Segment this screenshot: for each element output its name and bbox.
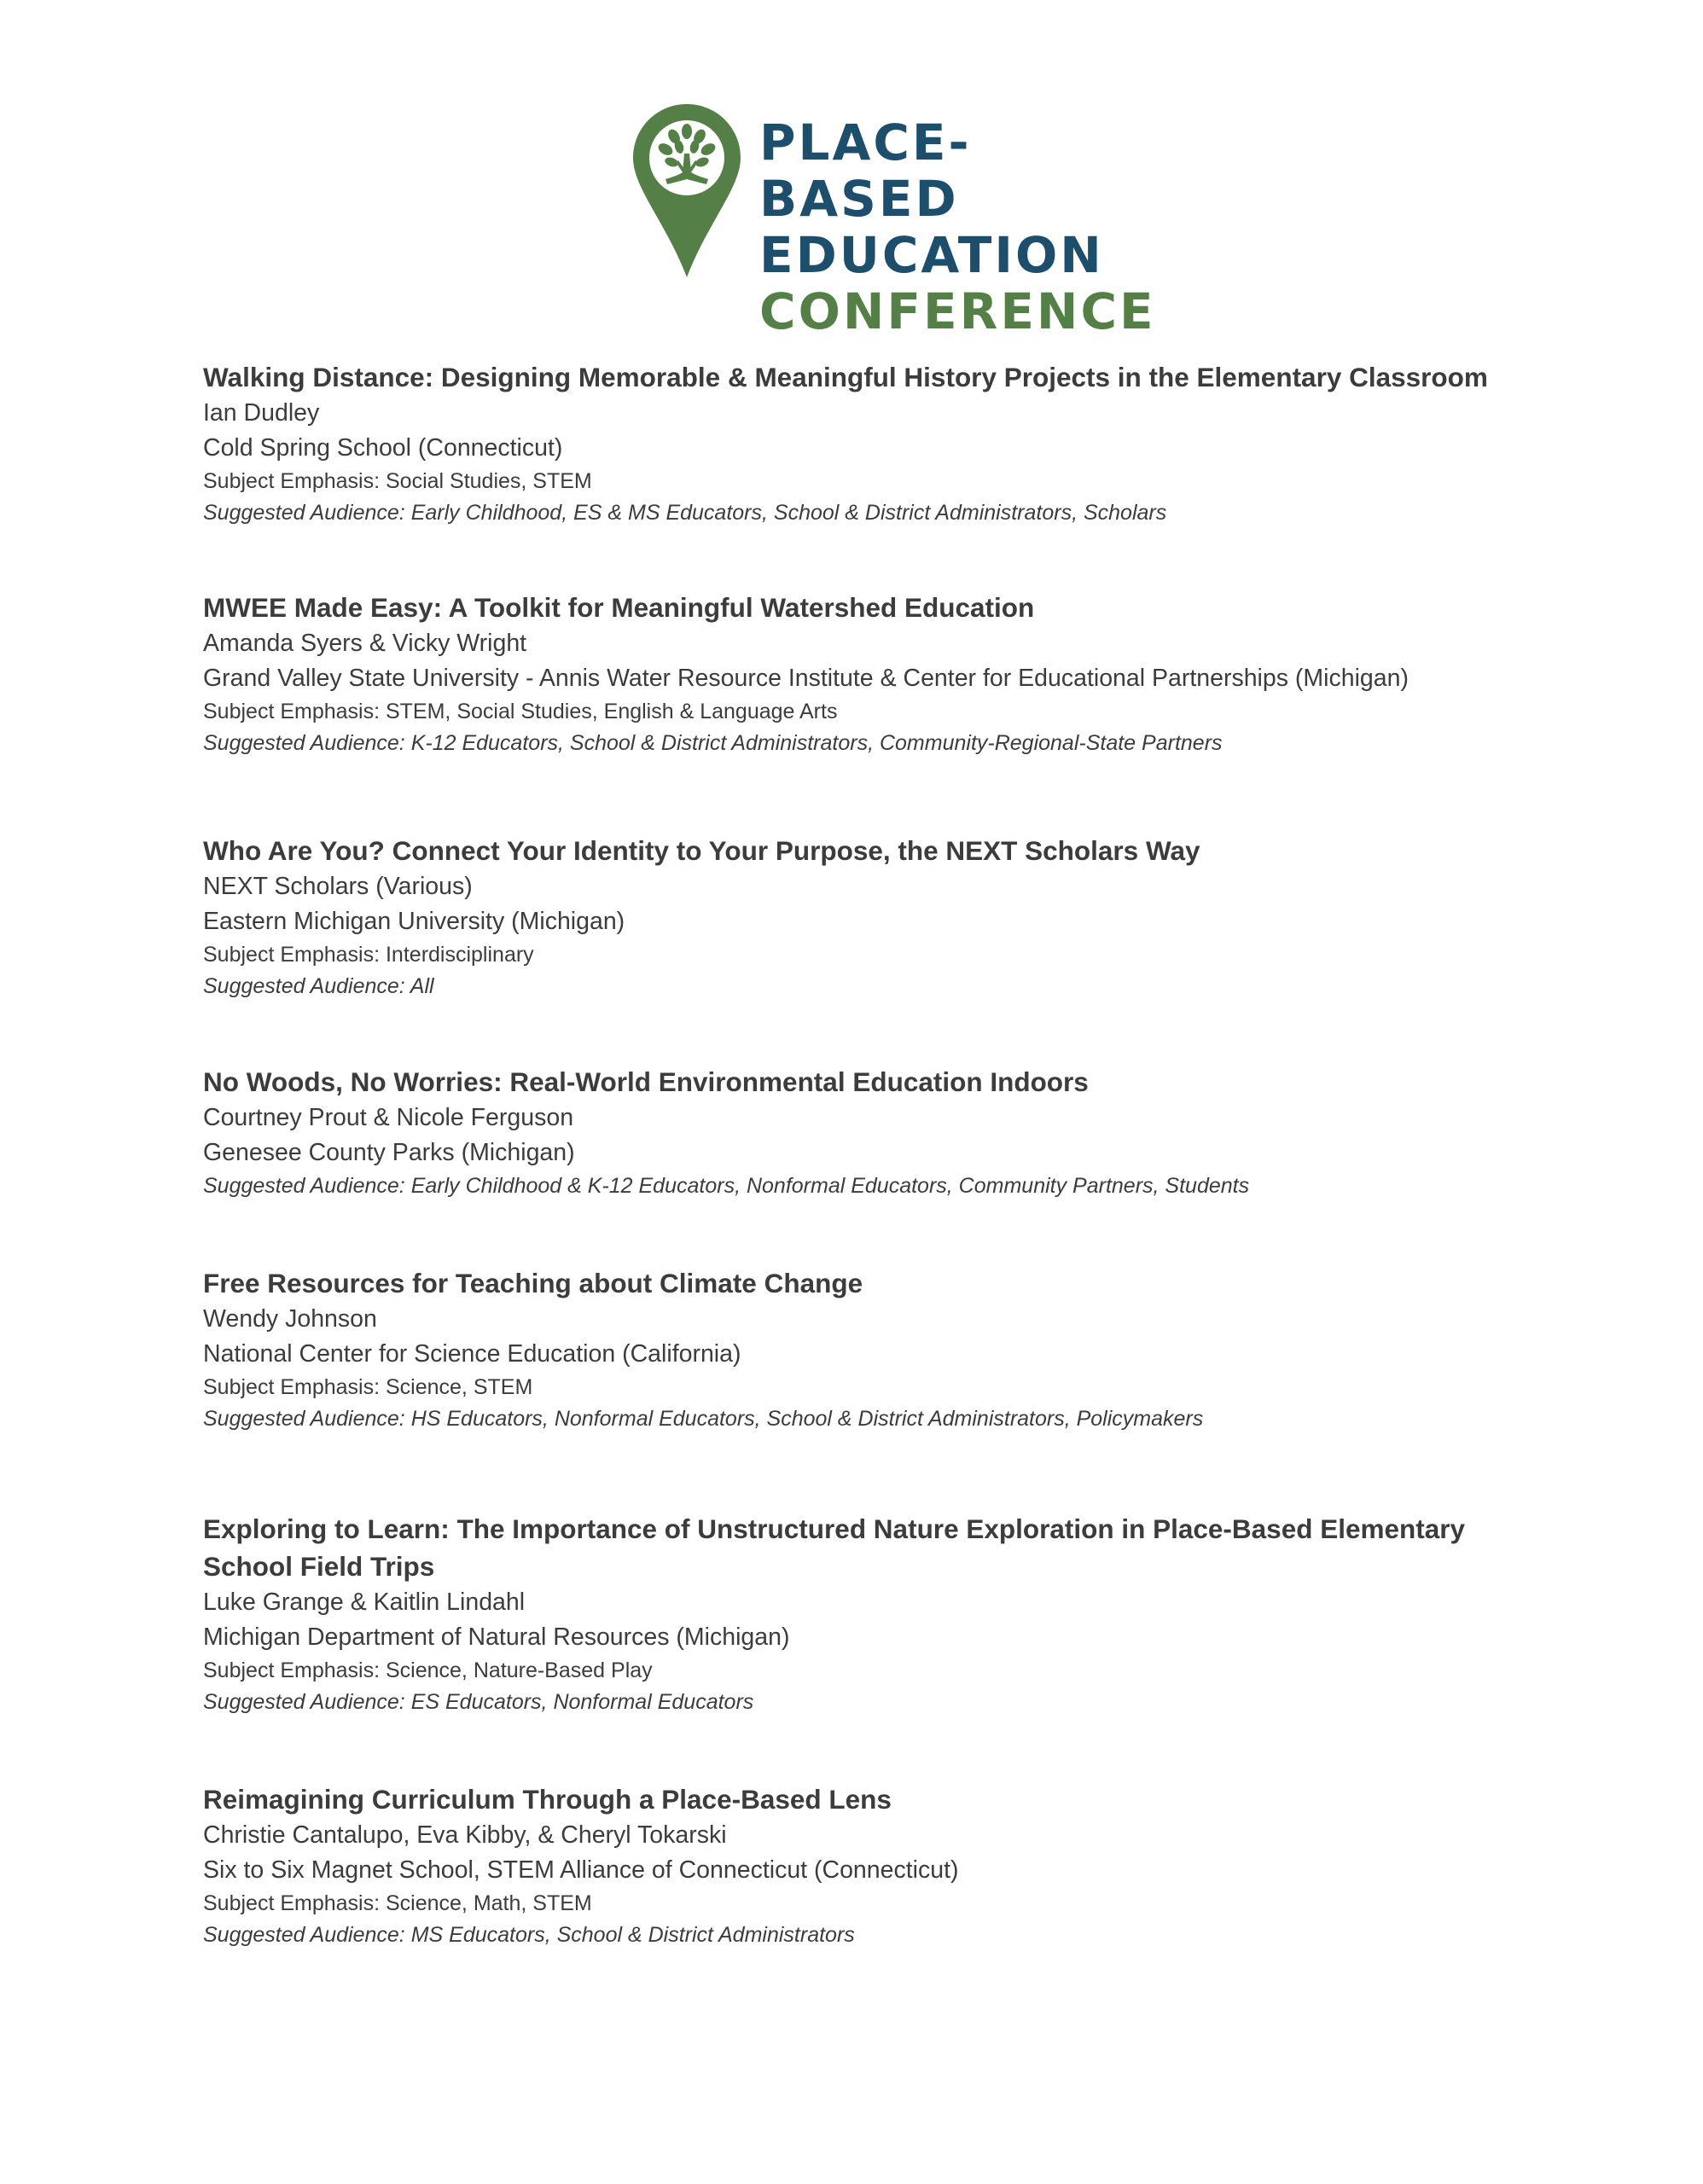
session-audience: Suggested Audience: Early Childhood, ES & MS Educators, School & District Administrators, Scholars bbox=[203, 501, 1167, 525]
session-title: Reimagining Curriculum Through a Place-Based Lens bbox=[203, 1784, 892, 1815]
session-item bbox=[203, 1264, 1534, 1435]
session-presenters: Amanda Syers & Vicky Wright bbox=[203, 630, 527, 657]
logo-line-1: PLACE-BASED bbox=[759, 113, 972, 228]
logo-line-3: CONFERENCE bbox=[759, 282, 1156, 340]
session-audience: Suggested Audience: All bbox=[203, 974, 434, 998]
session-organization: Michigan Department of Natural Resources (Michigan) bbox=[203, 1623, 790, 1651]
session-audience: Suggested Audience: Early Childhood & K-12 Educators, Nonformal Educators, Community Partners, Students bbox=[203, 1174, 1250, 1198]
session-subject: Subject Emphasis: Social Studies, STEM bbox=[203, 469, 592, 493]
session-organization: National Center for Science Education (California) bbox=[203, 1340, 741, 1368]
session-item bbox=[203, 358, 1534, 529]
session-subject: Subject Emphasis: Science, Math, STEM bbox=[203, 1891, 592, 1915]
session-audience: Suggested Audience: HS Educators, Nonformal Educators, School & District Administrators, Policymakers bbox=[203, 1407, 1204, 1431]
session-organization: Cold Spring School (Connecticut) bbox=[203, 434, 563, 462]
logo-line-2: EDUCATION bbox=[759, 226, 1104, 284]
session-subject: Subject Emphasis: Interdisciplinary bbox=[203, 943, 534, 967]
session-title: Free Resources for Teaching about Climate Change bbox=[203, 1268, 863, 1298]
session-presenters: Wendy Johnson bbox=[203, 1305, 377, 1333]
session-subject: Subject Emphasis: Science, Nature-Based Play bbox=[203, 1658, 653, 1682]
session-title-line-1: Exploring to Learn: The Importance of Unstructured Nature Exploration in Place-Based Elementary bbox=[203, 1513, 1466, 1544]
session-subject: Subject Emphasis: STEM, Social Studies, English & Language Arts bbox=[203, 700, 838, 723]
logo-wordmark bbox=[759, 114, 1156, 340]
session-item bbox=[203, 1510, 1534, 1718]
session-subject: Subject Emphasis: Science, STEM bbox=[203, 1375, 533, 1399]
session-item bbox=[203, 589, 1534, 759]
session-item bbox=[203, 1780, 1534, 1951]
session-presenters: Courtney Prout & Nicole Ferguson bbox=[203, 1104, 574, 1131]
session-item bbox=[203, 832, 1534, 1002]
session-title: Who Are You? Connect Your Identity to Your Purpose, the NEXT Scholars Way bbox=[203, 835, 1200, 866]
session-presenters: Ian Dudley bbox=[203, 399, 320, 427]
session-audience: Suggested Audience: MS Educators, School & District Administrators bbox=[203, 1923, 855, 1947]
session-title: Walking Distance: Designing Memorable & Meaningful History Projects in the Elementary Classroom bbox=[203, 362, 1488, 392]
session-organization: Genesee County Parks (Michigan) bbox=[203, 1139, 575, 1166]
conference-logo bbox=[631, 102, 1156, 340]
session-audience: Suggested Audience: K-12 Educators, School & District Administrators, Community-Regional-State Partners bbox=[203, 731, 1223, 755]
session-title: No Woods, No Worries: Real-World Environmental Education Indoors bbox=[203, 1066, 1089, 1097]
session-title-line-2: School Field Trips bbox=[203, 1551, 435, 1582]
session-audience: Suggested Audience: ES Educators, Nonformal Educators bbox=[203, 1690, 754, 1714]
session-item bbox=[203, 1063, 1534, 1202]
session-presenters: Christie Cantalupo, Eva Kibby, & Cheryl Tokarski bbox=[203, 1821, 727, 1849]
session-organization: Eastern Michigan University (Michigan) bbox=[203, 908, 625, 935]
session-organization: Six to Six Magnet School, STEM Alliance of Connecticut (Connecticut) bbox=[203, 1856, 959, 1884]
session-presenters: Luke Grange & Kaitlin Lindahl bbox=[203, 1589, 526, 1616]
session-presenters: NEXT Scholars (Various) bbox=[203, 873, 473, 900]
session-title: MWEE Made Easy: A Toolkit for Meaningful Watershed Education bbox=[203, 592, 1035, 623]
map-pin-tree-icon bbox=[631, 102, 742, 282]
session-organization: Grand Valley State University - Annis Water Resource Institute & Center for Educational Partnerships (Michigan) bbox=[203, 665, 1409, 692]
